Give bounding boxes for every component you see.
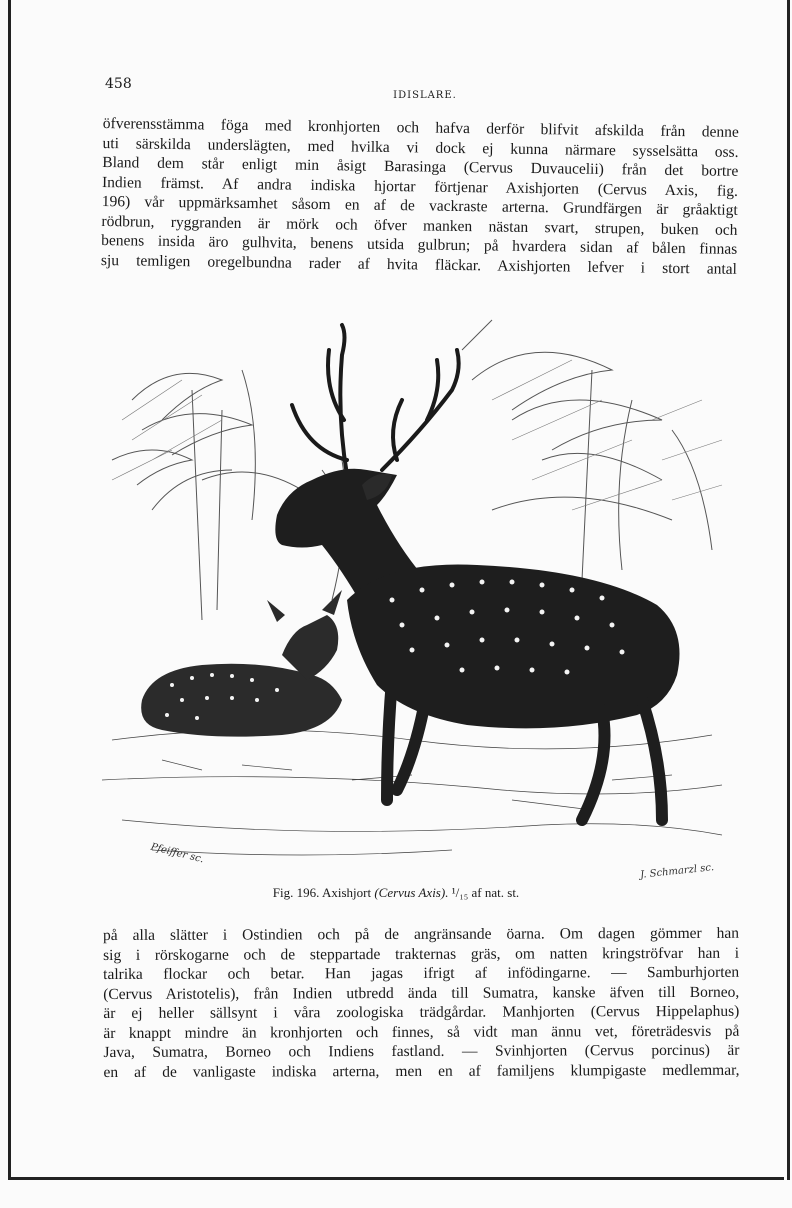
running-head	[105, 76, 745, 106]
page-number: 458	[105, 76, 132, 92]
page-edge	[787, 0, 790, 1180]
text-line: sju temligen oregelbundna rader af hvita fläckar. Axishjorten lefver i stort antal	[100, 251, 738, 278]
text-line: rödbrun, ryggranden är mörk och öfver manken nästan svart, strupen, buken och	[101, 212, 738, 239]
text-line: på alla slätter i Ostindien och på de angränsande öarna. Om dagen gömmer han	[103, 924, 740, 944]
caption-latin: (Cervus Axis).	[374, 885, 449, 900]
text-line: talrika flockar och betar. Han jagas ifrigt af infödingarne. — Samburhjorten	[103, 963, 740, 983]
text-line: öfverensstämma föga med kronhjorten och hafva derför blifvit afskilda från denne	[102, 114, 739, 141]
deer-engraving	[92, 310, 740, 875]
caption-label: Fig. 196.	[272, 885, 320, 900]
engraver-signature-right: J. Schmarzl sc.	[639, 862, 715, 881]
caption-name: Axishjort	[321, 885, 372, 900]
figure-caption	[0, 885, 792, 901]
engraver-signature-left: Pfeiffer sc.	[149, 841, 205, 866]
text-line: är ej heller sällsynt i våra zoologiska trädgårdar. Manhjorten (Cervus Hippelaphus)	[103, 1002, 740, 1022]
paragraph-top	[101, 114, 739, 279]
text-line: Indien främst. Af andra indiska hjortar förtjenar Axishjorten (Cervus Axis, fig.	[101, 173, 739, 200]
stag-antlers	[292, 325, 459, 475]
text-line: Bland dem står enligt min åsigt Barasinga (Cervus Duvaucelii) från det bortre	[102, 153, 739, 180]
text-line: sig i rörskogarne och de steppartade trakternas gräs, om natten kringströfvar han i	[103, 944, 740, 964]
text-line: är knappt mindre än kronhjorten och finnes, så vidt man ännu vet, företrädesvis på	[103, 1022, 740, 1042]
text-line: en af de vanligaste indiska arterna, men en af familjens klumpigaste medlemmar,	[103, 1061, 740, 1081]
text-line: benens insida äro gulhvita, benens utsida gulbrun; på hvardera sidan af bålen finnas	[101, 231, 738, 258]
fawn-figure	[141, 590, 342, 737]
text-line: Java, Sumatra, Borneo och Indiens fastland. — Svinhjorten (Cervus porcinus) är	[103, 1041, 740, 1061]
section-title: IDISLARE.	[393, 90, 457, 101]
paragraph-bottom	[103, 924, 740, 1082]
text-line: (Cervus Aristotelis), från Indien utbredd ända till Sumatra, kanske äfven till Borneo,	[103, 983, 740, 1003]
text-line: uti särskilda underslägten, med hvilka vi dock ej kunna närmare sysselsätta oss.	[102, 134, 739, 161]
text-line: 196) vår uppmärksamhet såsom en af de vackraste arterna. Grundfärgen är gråaktigt	[101, 192, 738, 219]
engraving-illustration	[92, 310, 740, 875]
stag-figure	[275, 325, 679, 820]
caption-scale: ¹/₁₅ af nat. st.	[451, 885, 520, 900]
